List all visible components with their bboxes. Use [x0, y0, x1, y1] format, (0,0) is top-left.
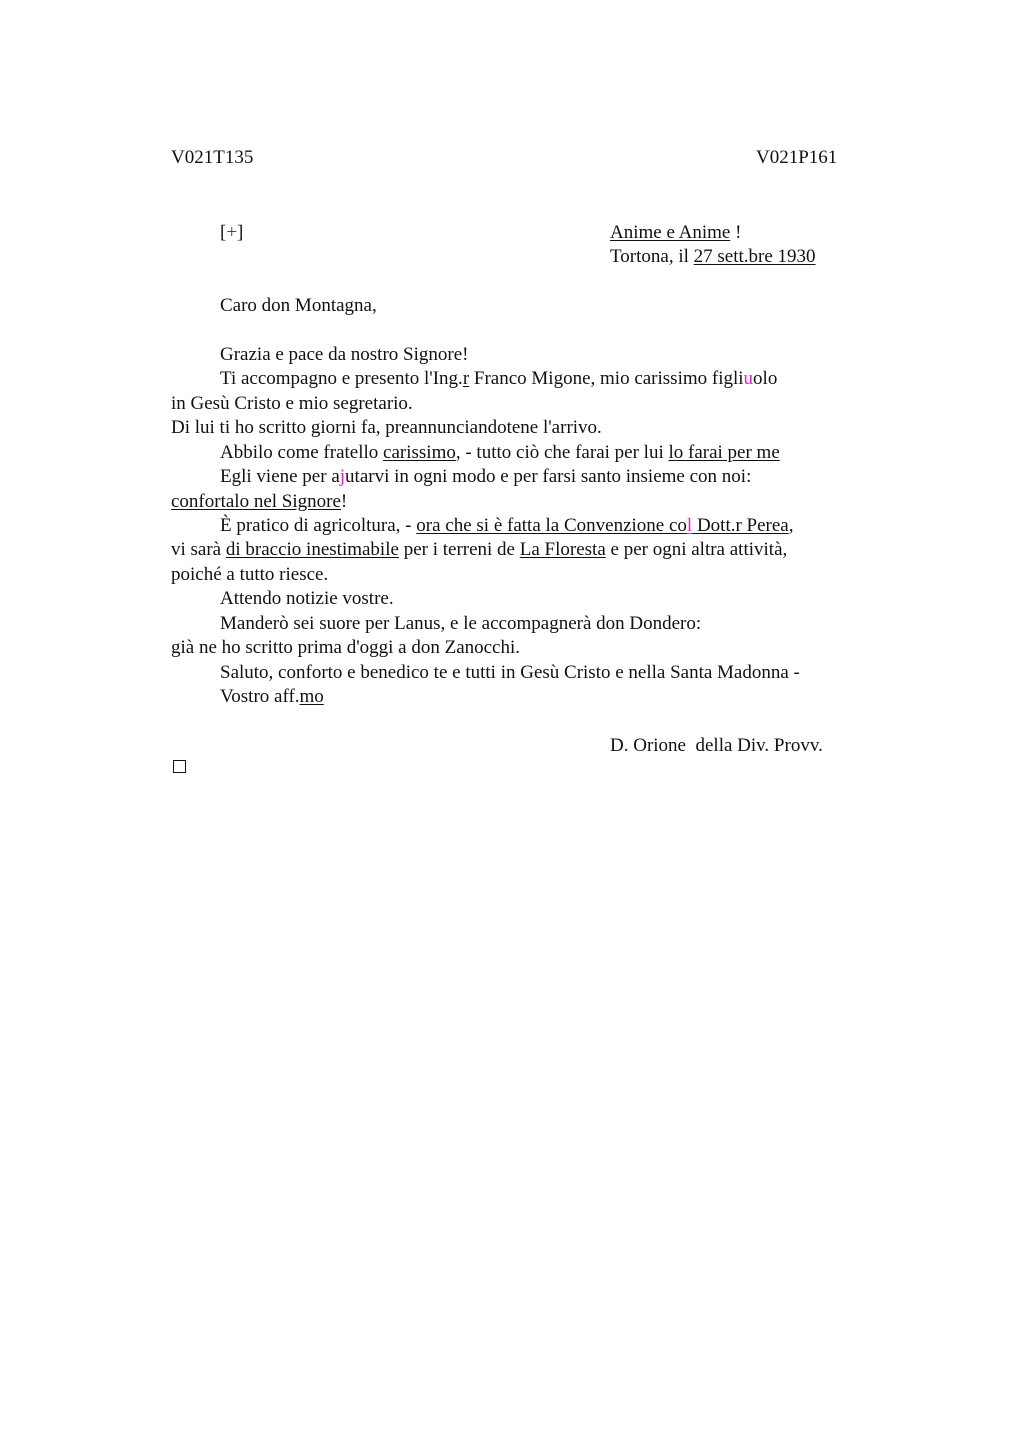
body-line-7: confortalo nel Signore! — [171, 491, 348, 512]
body-line-14: Saluto, conforto e benedico te e tutti in Gesù Cristo e nella Santa Madonna - — [220, 662, 800, 683]
empty-box-icon — [173, 760, 186, 773]
body-line-2: Ti accompagno e presento l'Ing.r Franco Migone, mio carissimo figliuolo — [220, 368, 778, 389]
body-line-1: Grazia e pace da nostro Signore! — [220, 344, 469, 365]
body-line-3: in Gesù Cristo e mio segretario. — [171, 393, 413, 414]
closing: Vostro aff.mo — [220, 686, 324, 707]
body-line-8: È pratico di agricoltura, - ora che si è fatta la Convenzione col Dott.r Perea, — [220, 515, 794, 536]
motto: Anime e Anime ! — [610, 222, 742, 243]
body-line-9: vi sarà di braccio inestimabile per i terreni de La Floresta e per ogni altra attività, — [171, 539, 788, 560]
body-line-13: già ne ho scritto prima d'oggi a don Zanocchi. — [171, 637, 521, 658]
document-code-left: V021T135 — [171, 147, 254, 168]
cross-icon: + — [226, 222, 238, 243]
letter-date: 27 sett.bre 1930 — [693, 246, 816, 267]
body-line-6: Egli viene per ajutarvi in ogni modo e per farsi santo insieme con noi: — [220, 466, 752, 487]
signature: D. Orione della Div. Provv. — [610, 735, 823, 756]
body-line-10: poiché a tutto riesce. — [171, 564, 329, 585]
cross-marker: [+] — [220, 222, 244, 243]
body-line-12: Manderò sei suore per Lanus, e le accompagnerà don Dondero: — [220, 613, 702, 634]
body-line-4: Di lui ti ho scritto giorni fa, preannunciandotene l'arrivo. — [171, 417, 602, 438]
body-line-5: Abbilo come fratello carissimo, - tutto ciò che farai per lui lo farai per me — [220, 442, 780, 463]
place-date: Tortona, il 27 sett.bre 1930 — [610, 246, 816, 267]
body-line-11: Attendo notizie vostre. — [220, 588, 394, 609]
salutation: Caro don Montagna, — [220, 295, 377, 316]
document-code-right: V021P161 — [756, 147, 838, 168]
